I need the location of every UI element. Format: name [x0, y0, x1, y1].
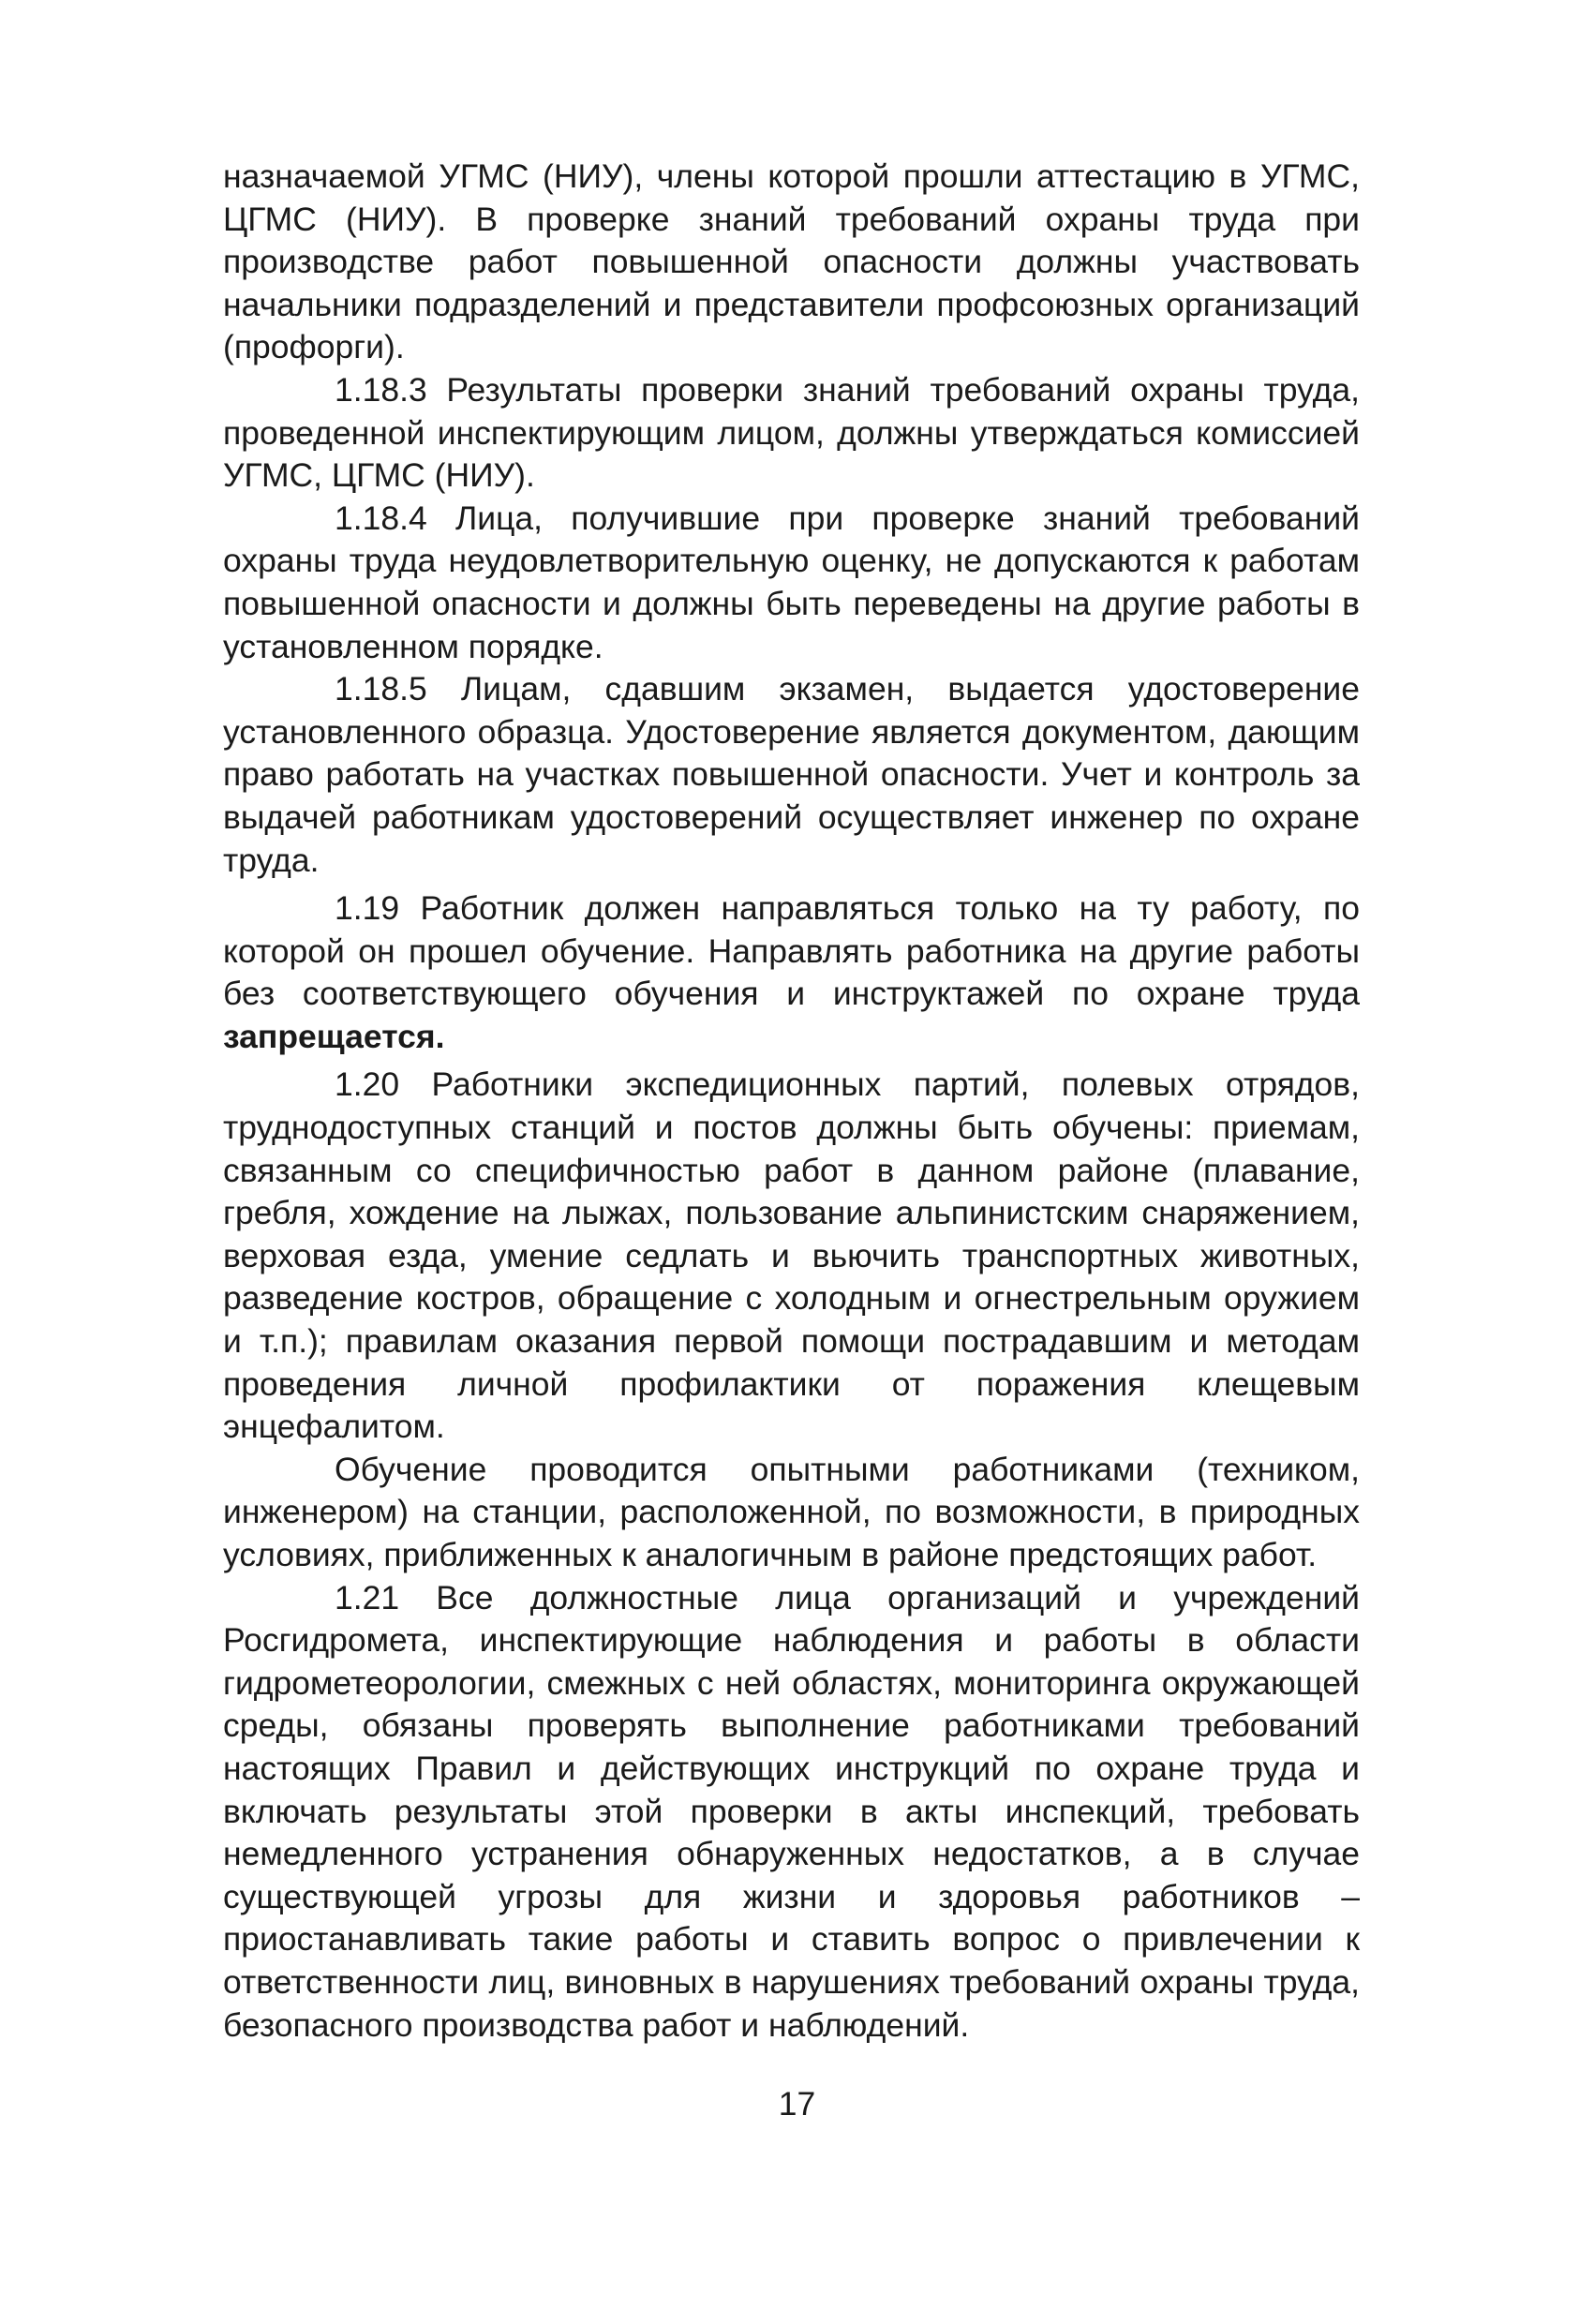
paragraph-text: 1.19 Работник должен направляться только на ту работу, по которой он прошел обучение. Направлять работника на другие работы без соответствующего обучения и инструктажей по охране труда [223, 889, 1360, 1013]
paragraph-text: 1.18.3 Результаты проверки знаний требований охраны труда, проведенной инспектирующим лицом, должны утверждаться комиссией УГМС, ЦГМС (НИУ). [223, 370, 1360, 495]
paragraph-training [223, 1449, 1360, 1577]
paragraph-1-18-3 [223, 369, 1360, 498]
paragraph-continuation [223, 156, 1360, 369]
paragraph-1-20 [223, 1064, 1360, 1448]
page-number: 17 [778, 2085, 816, 2123]
paragraph-text: 1.18.5 Лицам, сдавшим экзамен, выдается удостоверение установленного образца. Удостоверение является документом, дающим право работать на участках повышенной опасности. Учет и контроль за выдачей работникам удостоверений осуществляет инженер по охране труда. [223, 670, 1360, 879]
paragraph-text: 1.18.4 Лица, получившие при проверке знаний требований охраны труда неудовлетворительную оценку, не допускаются к работам повышенной опасности и должны быть переведены на другие работы в установленном порядке. [223, 499, 1360, 665]
body-text [223, 156, 1360, 2047]
paragraph-1-18-4 [223, 498, 1360, 668]
paragraph-text: 1.21 Все должностные лица организаций и учреждений Росгидромета, инспектирующие наблюдения и работы в области гидрометеорологии, смежных с ней областях, мониторинга окружающей среды, обязаны проверять выполнение работниками требований настоящих Правил и действующих инструкций по охране труда и включать результаты этой проверки в акты инспекций, требовать немедленного устранения обнаруженных недостатков, а в случае существующей угрозы для жизни и здоровья работников – приостанавливать такие работы и ставить вопрос о привлечении к ответственности лиц, виновных в нарушениях требований охраны труда, безопасного производства работ и наблюдений. [223, 1578, 1360, 2044]
paragraph-1-21 [223, 1577, 1360, 2048]
paragraph-1-19 [223, 887, 1360, 1058]
paragraph-1-18-5 [223, 668, 1360, 882]
paragraph-text: 1.20 Работники экспедиционных партий, полевых отрядов, труднодоступных станций и постов должны быть обучены: приемам, связанным со специфичностью работ в данном районе (плавание, гребля, хождение на лыжах, пользование альпинистским снаряжением, верховая езда, умение седлать и вьючить транспортных животных, разведение костров, обращение с холодным и огнестрельным оружием и т.п.); правилам оказания первой помощи пострадавшим и методам проведения личной профилактики от поражения клещевым энцефалитом. [223, 1065, 1360, 1446]
paragraph-bold-emphasis: запрещается. [223, 1017, 445, 1055]
paragraph-text: Обучение проводится опытными работниками (техником, инженером) на станции, расположенной, по возможности, в природных условиях, приближенных к аналогичным в районе предстоящих работ. [223, 1450, 1360, 1573]
paragraph-text: назначаемой УГМС (НИУ), члены которой прошли аттестацию в УГМС, ЦГМС (НИУ). В проверке знаний требований охраны труда при производстве работ повышенной опасности должны участвовать начальники подразделений и представители профсоюзных организаций (профорги). [223, 157, 1360, 366]
